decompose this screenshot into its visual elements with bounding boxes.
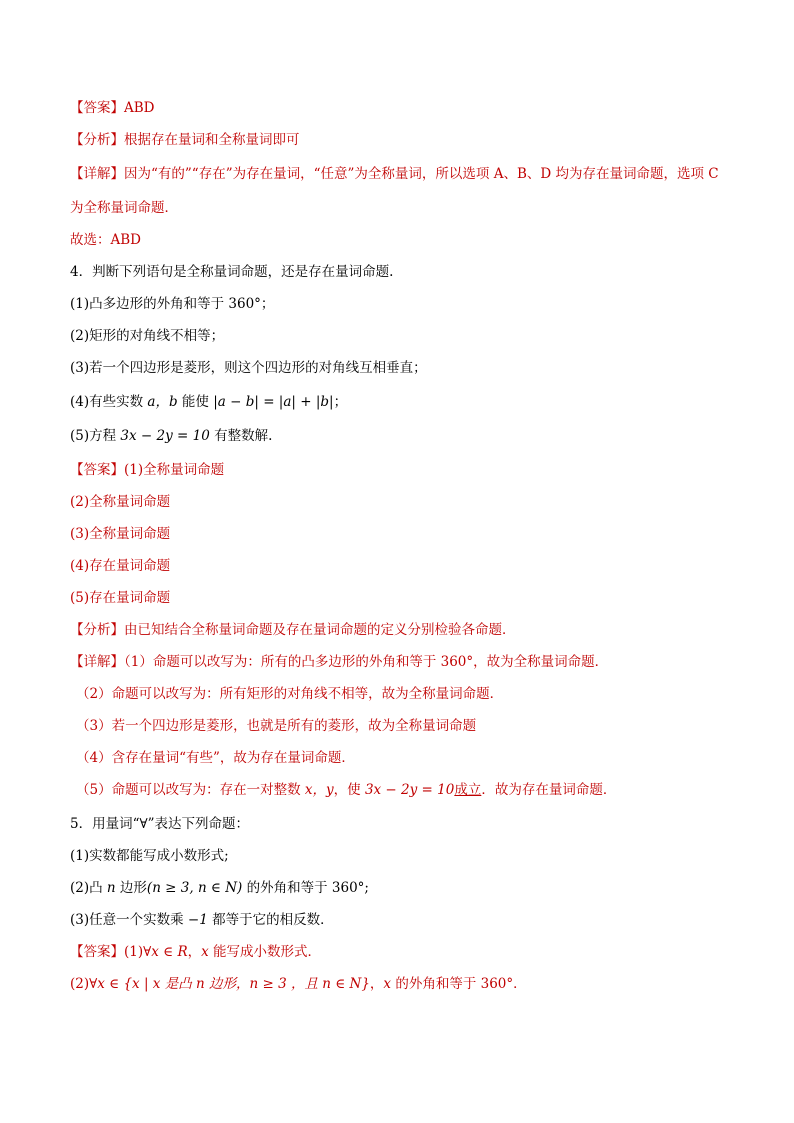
q5-item-3-end: 都等于它的相反数． — [212, 912, 334, 928]
answer-5-l1-var: x — [201, 944, 209, 960]
choice-line: 故选：ABD — [70, 232, 141, 248]
item-5-end: 有整数解. — [209, 428, 273, 444]
question-5-item-2 — [70, 878, 369, 898]
detail-4-line-5 — [76, 780, 616, 800]
answer-5-l2-end: 的外角和等于 360°． — [391, 976, 527, 992]
answer-5-l1-prefix: (1) — [124, 944, 144, 960]
item-4-mid: 能使 — [177, 394, 214, 410]
question-5-title: 5．用量词“∀”表达下列命题： — [70, 816, 250, 832]
answer-4-item-5: (5)存在量词命题 — [70, 590, 171, 606]
answer-5-l2-mid: ， — [369, 976, 384, 992]
answer-4-tag: 【答案】 — [70, 462, 124, 478]
detail-4-line-1 — [70, 652, 608, 672]
answer-5-l2-var: x — [383, 976, 392, 992]
answer-5-l1-end: 能写成小数形式． — [208, 944, 322, 960]
answer-4-item-3: (3)全称量词命题 — [70, 526, 171, 542]
q5-item-3-formula: −1 — [183, 912, 213, 928]
answer-4-item-1: (1)全称量词命题 — [124, 462, 225, 478]
detail-text: 因为“有的”“存在”为存在量词，“任意”为全称量词，所以选项 A、B、D 均为存在量词命题，选项 C — [124, 166, 719, 182]
item-4-vars: a，b — [147, 394, 178, 410]
item-4-prefix: (4)有些实数 — [70, 394, 148, 410]
question-5-item-3 — [70, 910, 334, 930]
answer-4-item-4: (4)存在量词命题 — [70, 558, 171, 574]
analysis-line — [70, 130, 300, 150]
q5-item-2-formula: (n ≥ 3, n ∈ N) — [146, 880, 243, 896]
answer-text: ABD — [124, 100, 155, 116]
item-5-prefix: (5)方程 — [70, 428, 121, 444]
item-4-end: ； — [333, 394, 348, 410]
analysis-text: 根据存在量词和全称量词即可 — [124, 132, 300, 148]
question-4-item-1: (1)凸多边形的外角和等于 360°； — [70, 296, 275, 312]
detail-4-text-1: （1）命题可以改写为：所有的凸多边形的外角和等于 360°，故为全称量词命题． — [124, 654, 609, 670]
detail-continued: 为全称量词命题． — [70, 200, 178, 216]
detail-4-line-3: （3）若一个四边形是菱形，也就是所有的菱形，故为全称量词命题 — [76, 718, 477, 734]
question-4-item-3: (3)若一个四边形是菱形，则这个四边形的对角线互相垂直； — [70, 360, 427, 376]
answer-5-line-1 — [70, 942, 321, 962]
answer-5-tag: 【答案】 — [70, 944, 124, 960]
answer-5-line-2 — [70, 974, 527, 994]
answer-4-item-2: (2)全称量词命题 — [70, 494, 171, 510]
detail-4-l5-formula: 3x − 2y = 10 — [364, 782, 455, 798]
q5-item-3-prefix: (3)任意一个实数乘 — [70, 912, 184, 928]
analysis-4-line — [70, 620, 516, 640]
detail-4-l5-vars: x，y — [304, 782, 334, 798]
question-4-item-2: (2)矩形的对角线不相等； — [70, 328, 225, 344]
question-4-title: 4．判断下列语句是全称量词命题，还是存在量词命题. — [70, 264, 394, 280]
answer-tag: 【答案】 — [70, 100, 124, 116]
answer-line — [70, 98, 155, 118]
q5-item-2-var: n — [106, 880, 116, 896]
analysis-4-text: 由已知结合全称量词命题及存在量词命题的定义分别检验各命题． — [124, 622, 516, 638]
detail-4-l5-end: ．故为存在量词命题． — [481, 782, 617, 798]
answer-5-l1-mid: ， — [187, 944, 202, 960]
question-5-item-1: (1)实数都能写成小数形式; — [70, 848, 229, 864]
analysis-4-tag: 【分析】 — [70, 622, 124, 638]
q5-item-2-prefix: (2)凸 — [70, 880, 107, 896]
detail-4-l5-mid: ，使 — [333, 782, 365, 798]
question-4-item-5 — [70, 426, 272, 446]
item-5-formula: 3x − 2y = 10 — [120, 428, 210, 444]
answer-5-l2-formula: ∀x ∈ {x | x 是凸 n 边形，n ≥ 3 ，且 n ∈ N} — [89, 976, 370, 992]
detail-4-line-2: （2）命题可以改写为：所有矩形的对角线不相等，故为全称量词命题． — [76, 686, 504, 702]
detail-4-l5-prefix: （5）命题可以改写为：存在一对整数 — [76, 782, 305, 798]
item-4-formula: |a − b| = |a| + |b| — [213, 394, 334, 410]
detail-4-tag: 【详解】 — [70, 654, 124, 670]
answer-4-line — [70, 460, 224, 480]
answer-5-l2-prefix: (2) — [70, 976, 90, 992]
detail-tag: 【详解】 — [70, 166, 124, 182]
detail-4-line-4: （4）含存在量词“有些”，故为存在量词命题． — [76, 750, 355, 766]
question-4-item-4 — [70, 392, 347, 412]
detail-4-l5-underlined: 成立 — [454, 782, 482, 798]
q5-item-2-mid: 边形 — [115, 880, 147, 896]
analysis-tag: 【分析】 — [70, 132, 124, 148]
q5-item-2-end: 的外角和等于 360°; — [242, 880, 369, 896]
answer-5-l1-formula: ∀x ∈ R — [143, 944, 188, 960]
detail-line — [70, 164, 719, 184]
